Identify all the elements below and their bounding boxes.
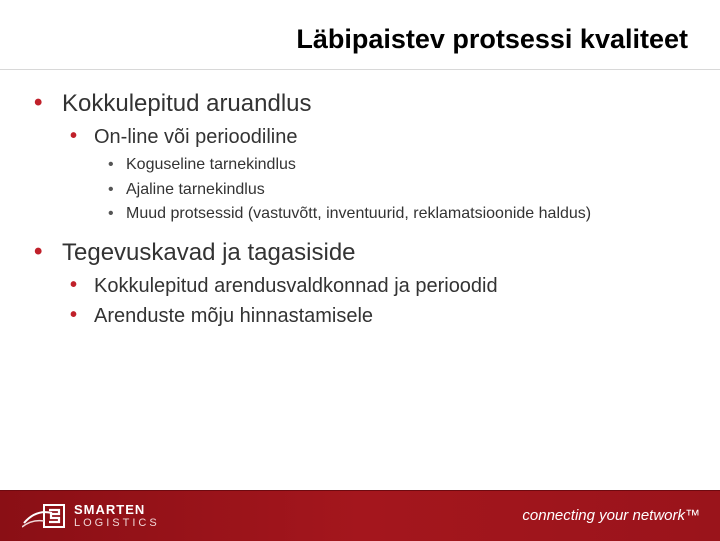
bullet-icon: • bbox=[108, 180, 114, 198]
bullet-icon: • bbox=[108, 205, 114, 223]
list-item-text: Ajaline tarnekindlus bbox=[126, 180, 265, 198]
bullet-icon: • bbox=[70, 124, 78, 147]
company-logo bbox=[22, 499, 160, 533]
logo-wordmark-top: SMARTEN bbox=[74, 502, 146, 517]
list-item-text: Arenduste mõju hinnastamisele bbox=[94, 304, 374, 327]
list-item-text: Muud protsessid (vastuvõtt, inventuurid, reklamatsioonide haldus) bbox=[126, 205, 592, 223]
bullet-icon: • bbox=[70, 273, 78, 296]
bullet-icon: • bbox=[34, 89, 43, 116]
footer-bar bbox=[0, 490, 720, 541]
title-divider bbox=[0, 69, 720, 70]
list-item bbox=[34, 274, 694, 298]
list-item bbox=[34, 180, 656, 201]
list-item-text: Kokkulepitud aruandlus bbox=[62, 90, 312, 117]
list-item bbox=[34, 204, 656, 225]
list-item-text: On-line või perioodiline bbox=[94, 125, 298, 148]
bullet-icon: • bbox=[108, 155, 114, 173]
bullet-list bbox=[34, 90, 694, 334]
list-item bbox=[34, 304, 694, 328]
bullet-icon: • bbox=[34, 238, 43, 266]
slide-title: Läbipaistev protsessi kvaliteet bbox=[296, 24, 688, 54]
logo-wordmark-bottom: LOGISTICS bbox=[74, 517, 160, 529]
list-item-text: Koguseline tarnekindlus bbox=[126, 155, 296, 173]
list-item bbox=[34, 125, 694, 149]
footer-tagline: connecting your network™ bbox=[522, 507, 700, 524]
list-item-text: Tegevuskavad ja tagasiside bbox=[62, 239, 356, 267]
bullet-icon: • bbox=[70, 303, 78, 326]
list-item bbox=[34, 155, 656, 176]
list-item bbox=[34, 90, 694, 119]
smarten-logo-icon bbox=[22, 501, 68, 531]
list-item-text: Kokkulepitud arendusvaldkonnad ja perioodid bbox=[94, 274, 498, 297]
list-item bbox=[34, 239, 694, 268]
